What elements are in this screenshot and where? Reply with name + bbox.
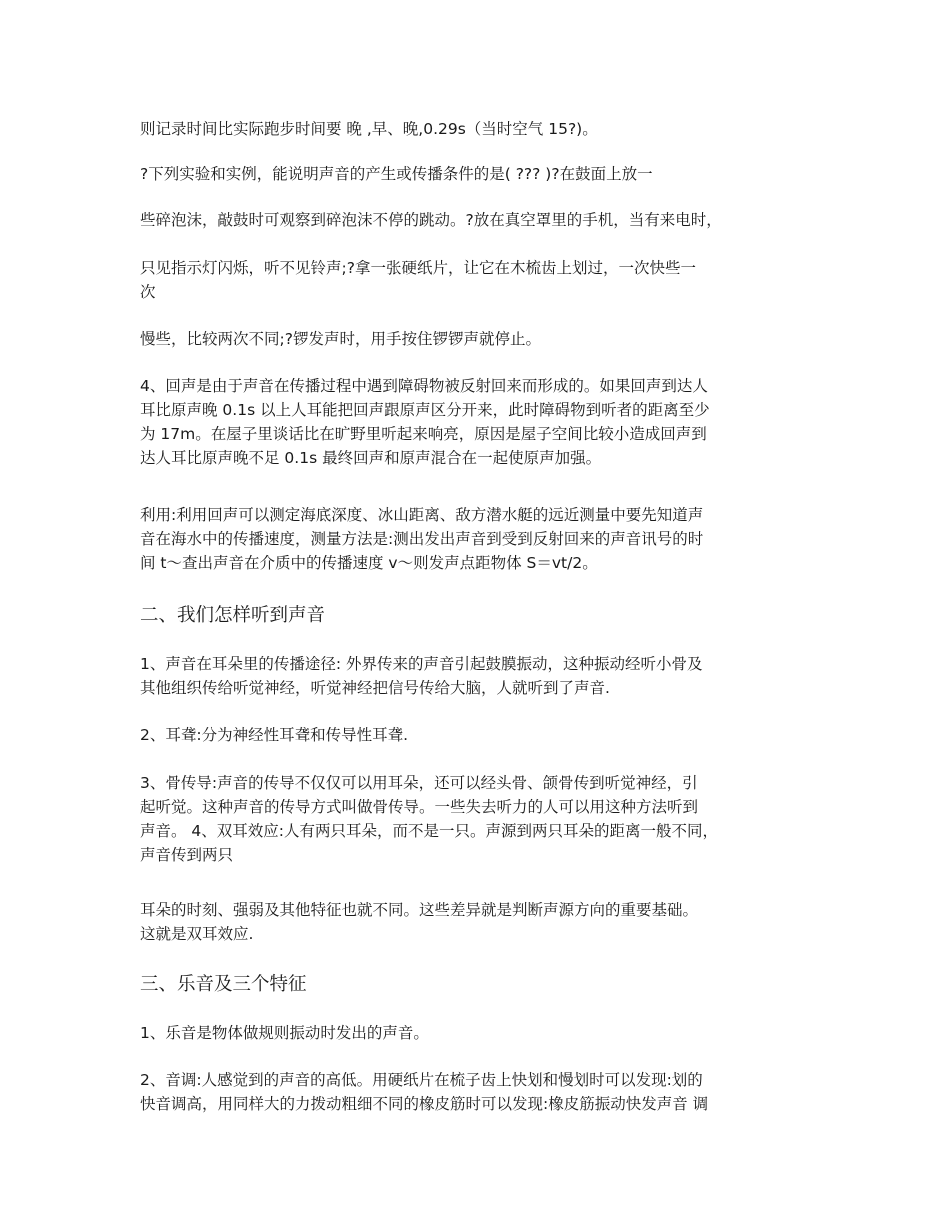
paragraph-question-option-2 — [140, 256, 830, 304]
text-line: 1、乐音是物体做规则振动时发出的声音。 — [140, 1024, 429, 1042]
text-line: 达人耳比原声晚不足 0.1s 最终回声和原声混合在一起使原声加强。 — [140, 449, 602, 467]
paragraph-deafness — [140, 723, 830, 747]
text-line: 4、回声是由于声音在传播过程中遇到障碍物被反射回来而形成的。如果回声到达人 — [140, 377, 708, 395]
text-line: 利用:利用回声可以测定海底深度、冰山距离、敌方潜水艇的远近测量中要先知道声 — [140, 506, 704, 524]
text-line: 只见指示灯闪烁，听不见铃声;?拿一张硬纸片，让它在木梳齿上划过，一次快些一 — [140, 259, 696, 277]
text-line: 些碎泡沫，敲鼓时可观察到碎泡沫不停的跳动。?放在真空罩里的手机，当有来电时， — [140, 211, 722, 229]
text-line: 快音调高，用同样大的力拨动粗细不同的橡皮筋时可以发现:橡皮筋振动快发声音 调 — [140, 1095, 709, 1113]
text-line: 2、音调:人感觉到的声音的高低。用硬纸片在梳子齿上快划和慢划时可以发现:划的 — [140, 1071, 703, 1089]
text-line: 耳朵的时刻、强弱及其他特征也就不同。这些差异就是判断声源方向的重要基础。 — [140, 901, 699, 919]
text-line: ?下列实验和实例，能说明声音的产生或传播条件的是( ??? )?在鼓面上放一 — [140, 165, 653, 183]
text-line: 慢些，比较两次不同;?锣发声时，用手按住锣锣声就停止。 — [140, 330, 541, 348]
text-line: 次 — [140, 283, 156, 301]
section-heading-musical-sound: 三、乐音及三个特征 — [140, 974, 307, 995]
paragraph-pitch — [140, 1068, 830, 1116]
paragraph-hearing-path — [140, 652, 830, 700]
text-line: 其他组织传给听觉神经，听觉神经把信号传给大脑，人就听到了声音. — [140, 679, 610, 697]
text-line: 3、骨传导:声音的传导不仅仅可以用耳朵，还可以经头骨、颌骨传到听觉神经，引 — [140, 774, 698, 792]
paragraph-bone-conduction — [140, 771, 830, 867]
text-line: 起听觉。这种声音的传导方式叫做骨传导。一些失去听力的人可以用这种方法听到 — [140, 798, 699, 816]
paragraph-echo — [140, 374, 830, 470]
text-line: 声音传到两只 — [140, 846, 234, 864]
paragraph-question-option-3 — [140, 327, 830, 351]
text-line: 声音。 4、双耳效应:人有两只耳朵，而不是一只。声源到两只耳朵的距离一般不同， — [140, 822, 719, 840]
paragraph-echo-usage — [140, 503, 830, 575]
paragraph-question — [140, 162, 830, 186]
text-line: 为 17m。在屋子里谈话比在旷野里听起来响亮，原因是屋子空间比较小造成回声到 — [140, 425, 707, 443]
text-line: 这就是双耳效应. — [140, 925, 254, 943]
section-heading-hearing: 二、我们怎样听到声音 — [140, 605, 326, 626]
text-line: 间 t～查出声音在介质中的传播速度 v～则发声点距物体 S＝vt/2。 — [140, 554, 598, 572]
text-line: 2、耳聋:分为神经性耳聋和传导性耳聋. — [140, 726, 409, 744]
text-line: 音在海水中的传播速度，测量方法是:测出发出声音到受到反射回来的声音讯号的时 — [140, 530, 704, 548]
paragraph-binaural-effect — [140, 898, 830, 946]
paragraph-timing-note — [140, 117, 830, 141]
text-line: 则记录时间比实际跑步时间要 晚 ,早、晚,0.29s（当时空气 15?)。 — [140, 120, 598, 138]
text-line: 耳比原声晚 0.1s 以上人耳能把回声跟原声区分开来，此时障碍物到听者的距离至少 — [140, 401, 710, 419]
paragraph-question-option-1 — [140, 208, 830, 232]
text-line: 1、声音在耳朵里的传播途径: 外界传来的声音引起鼓膜振动，这种振动经听小骨及 — [140, 655, 703, 673]
paragraph-musical-sound-definition — [140, 1021, 830, 1045]
